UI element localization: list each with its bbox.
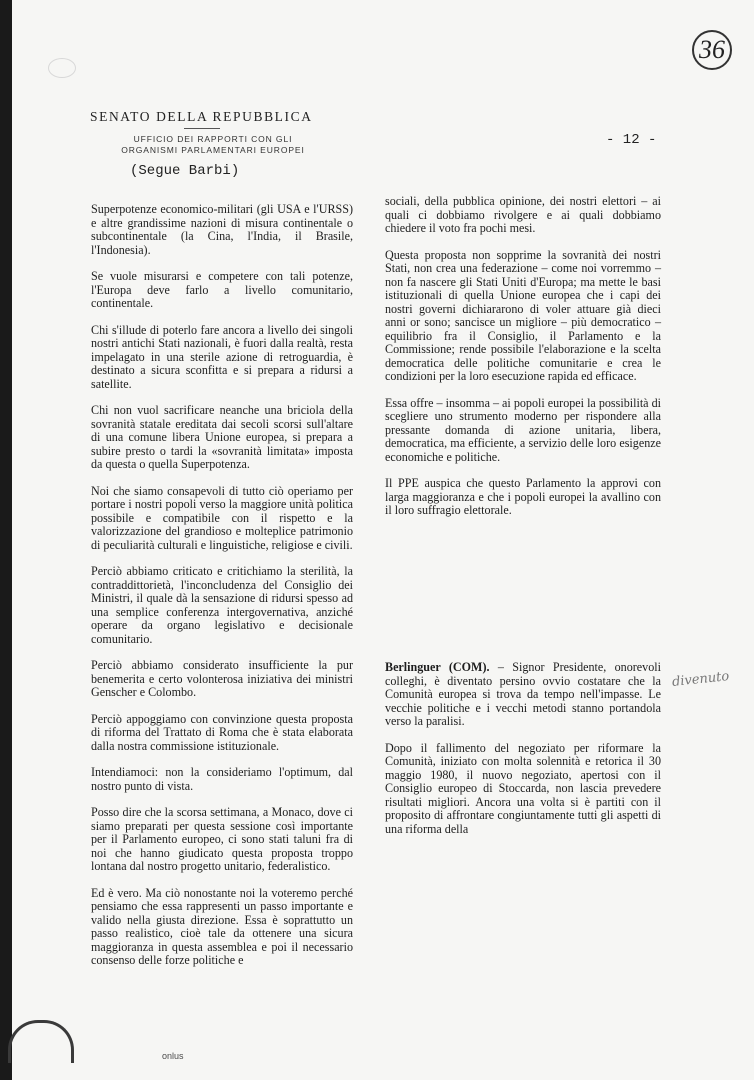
paragraph: Chi non vuol sacrificare neanche una briciola della sovranità statale ereditata dai secoli scorsi sull'altare di una comune libera Unione europea, si prepara a subire presto o tardi la «sovranità limitata» imposta da questa o quella Superpotenza. [91,403,353,471]
speech-text: – Signor Presidente, onorevoli colleghi, è diventato persino ovvio costatare che la Comunità europea si trova da tempo nell'impasse. Le vecchie politiche e i vecchi metodi stanno portandola verso la paralisi. [385,660,661,728]
paragraph: Essa offre – insomma – ai popoli europei la possibilità di scegliere uno strumento moderno per rispondere alla pressante domanda di azione unitaria, libera, democratica, ma efficiente, a servizio delle loro esigenze economiche e politiche. [385,395,661,464]
paragraph: Il PPE auspica che questo Parlamento la approvi con larga maggioranza e che i popoli europei la avallino con il loro suffragio elettorale. [385,476,661,517]
office-line-2: ORGANISMI PARLAMENTARI EUROPEI [121,145,305,155]
faint-stamp-mark [48,58,76,78]
paragraph: Superpotenze economico-militari (gli USA e l'URSS) e altre grandissime nazioni di misura continentale o subcontinentale (la Cina, l'India, il Brasile, l'Indonesia). [91,202,353,257]
watermark-text: onlus [162,1051,184,1061]
paragraph: Perciò abbiamo criticato e critichiamo la sterilità, la contraddittorietà, l'inconcludenza del Consiglio dei Ministri, il quale dà la sensazione di ridursi spesso ad una semplice conferenza intergovernativa, anziché operare da organo legislativo e decisionale comunitario. [91,564,353,646]
berlinguer-speech [385,661,661,849]
typed-page-label: - 12 - [606,132,657,148]
left-column [91,203,353,981]
speech-paragraph [385,661,661,729]
paragraph: Noi che siamo consapevoli di tutto ciò operiamo per portare i nostri popoli verso la maggiore unità politica possibile e compatibile con il rispetto e la valorizzazione del grandioso e molteplice patrimonio di peculiarità culturali e linguistiche, religiose e civili. [91,483,353,552]
speaker-name: Berlinguer (COM). [385,660,490,674]
document-page [12,0,754,1080]
paragraph: Questa proposta non sopprime la sovranità dei nostri Stati, non crea una federazione – come noi vorremmo – non fa nascere gli Stati Uniti d'Europa; ma mette le basi istituzionali di quella Unione europea che i capi dei nostri governi dichiararono di voler attuare già dieci anni or sono; sancisce un migliore – più democratico – equilibrio fra il Consiglio, il Parlamento e la Commissione; rende possibile l'elaborazione e la scelta democratica delle politiche comunitarie e crea le condizioni per la loro esecuzione rapida ed efficace. [385,247,661,383]
paragraph: Chi s'illude di poterlo fare ancora a livello dei singoli nostri antichi Stati nazionali, è fuori dalla realtà, resta impelagato in una sterile azione di retroguardia, è destinato a sicura sconfitta e si prepara a ridursi a satellite. [91,322,353,391]
right-column [385,195,661,531]
speech-paragraph: Dopo il fallimento del negoziato per riformare la Comunità, iniziato con molta solennità e retorica il 30 maggio 1980, il nuovo negoziato, apertosi con il Consiglio europeo di Stoccarda, non lascia prevedere risultati migliori. Ancora una volta si è partiti con il proposito di affrontare congiuntamente tutti gli aspetti di una riforma della [385,740,661,836]
paragraph: Intendiamoci: non la consideriamo l'optimum, dal nostro punto di vista. [91,765,353,793]
paragraph: Ed è vero. Ma ciò nonostante noi la voteremo perché pensiamo che essa rappresenti un passo importante e valido nella giusta direzione. Essa è soprattutto un passo realistico, cioè tale da ottenere una sicura maggioranza in questa assemblea e poi il necessario consenso delle forze politiche e [91,885,353,967]
senate-heading: SENATO DELLA REPUBBLICA [90,109,313,124]
handwritten-page-number: 36 [692,30,732,70]
paragraph: Perciò appoggiamo con convinzione questa proposta di riforma del Trattato di Roma che è stata elaborata dalla nostra commissione istituzionale. [91,711,353,753]
handwritten-margin-note: divenuto [671,669,730,690]
continuation-label: (Segue Barbi) [130,163,240,179]
heading-divider [184,128,220,129]
office-line-1: UFFICIO DEI RAPPORTI CON GLI [133,134,293,144]
paragraph: Se vuole misurarsi e competere con tali potenze, l'Europa deve farlo a livello comunitario, continentale. [91,269,353,310]
office-subheading [108,134,318,156]
paragraph: Perciò abbiamo considerato insufficiente la pur benemerita e certo volonterosa iniziativa dei ministri Genscher e Colombo. [91,658,353,699]
paragraph: sociali, della pubblica opinione, dei nostri elettori – ai quali ci dobbiamo rivolgere e ai quali dobbiamo chiedere il voto fra pochi mesi. [385,194,661,235]
paragraph: Posso dire che la scorsa settimana, a Monaco, dove ci siamo preparati per questa sessione così importante per il Parlamento europeo, ci sono stati taluni fra di noi che hanno giudicato questa proposta troppo lontana dal nostro progetto unitario, federalistico. [91,805,353,873]
